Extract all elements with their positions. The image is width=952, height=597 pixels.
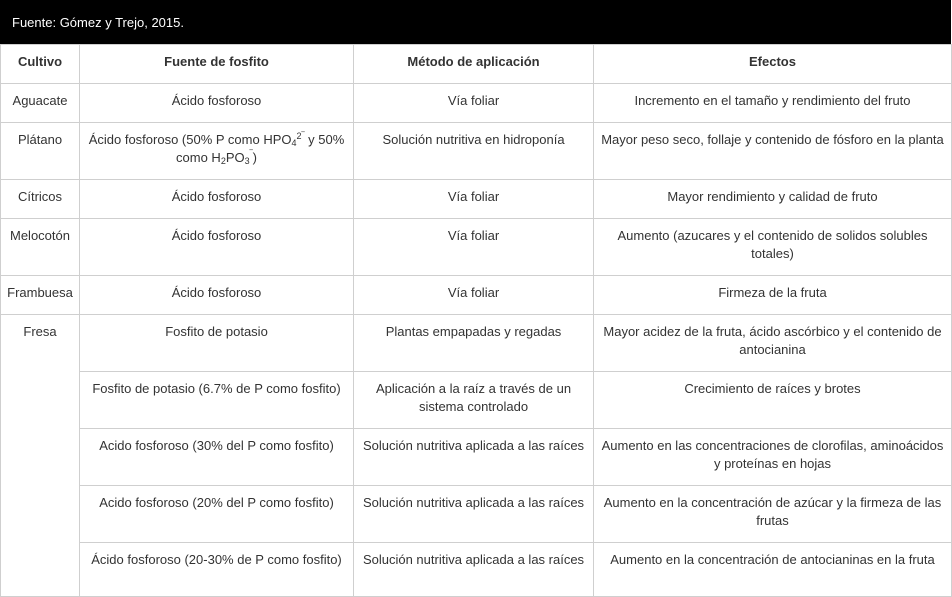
cell-efectos: Crecimiento de raíces y brotes xyxy=(594,372,952,429)
header-efectos: Efectos xyxy=(594,45,952,84)
fuente-text-c: PO xyxy=(225,150,245,165)
cell-fuente: Ácido fosforoso xyxy=(80,180,354,219)
fuente-text-d: ) xyxy=(252,150,257,165)
cell-metodo: Solución nutritiva aplicada a las raíces xyxy=(354,543,594,597)
cell-efectos: Aumento en la concentración de antocianinas en la fruta xyxy=(594,543,952,597)
cell-cultivo: Frambuesa xyxy=(1,276,80,315)
cell-metodo: Vía foliar xyxy=(354,276,594,315)
cell-metodo: Vía foliar xyxy=(354,180,594,219)
cell-fuente: Ácido fosforoso xyxy=(80,276,354,315)
subscript: 4 xyxy=(291,138,297,148)
cell-efectos: Mayor acidez de la fruta, ácido ascórbico y el contenido de antocianina xyxy=(594,315,952,372)
header-row xyxy=(1,45,952,84)
cell-fuente: Ácido fosforoso xyxy=(80,219,354,276)
phosphite-table xyxy=(0,44,952,597)
table-row xyxy=(1,486,952,543)
cell-cultivo: Aguacate xyxy=(1,84,80,123)
subscript: 2 xyxy=(220,156,226,166)
cell-cultivo: Plátano xyxy=(1,123,80,180)
header-metodo: Método de aplicación xyxy=(354,45,594,84)
superscript: ‾ xyxy=(249,149,253,159)
cell-fuente: Acido fosforoso (30% del P como fosfito) xyxy=(80,429,354,486)
cell-fuente: Fosfito de potasio xyxy=(80,315,354,372)
cell-efectos: Aumento (azucares y el contenido de solidos solubles totales) xyxy=(594,219,952,276)
cell-metodo: Vía foliar xyxy=(354,84,594,123)
cell-metodo: Aplicación a la raíz a través de un sistema controlado xyxy=(354,372,594,429)
cell-cultivo: Fresa xyxy=(1,315,80,597)
header-cultivo: Cultivo xyxy=(1,45,80,84)
cell-cultivo: Cítricos xyxy=(1,180,80,219)
table-row xyxy=(1,84,952,123)
header-fuente: Fuente de fosfito xyxy=(80,45,354,84)
table-caption: Fuente: Gómez y Trejo, 2015. xyxy=(0,0,951,44)
cell-efectos: Aumento en la concentración de azúcar y la firmeza de las frutas xyxy=(594,486,952,543)
cell-fuente: Ácido fosforoso (20-30% de P como fosfito) xyxy=(80,543,354,597)
cell-efectos: Firmeza de la fruta xyxy=(594,276,952,315)
superscript: 2‾ xyxy=(296,131,305,141)
table-row xyxy=(1,276,952,315)
cell-metodo: Solución nutritiva aplicada a las raíces xyxy=(354,486,594,543)
cell-cultivo: Melocotón xyxy=(1,219,80,276)
table-row xyxy=(1,315,952,372)
cell-metodo: Vía foliar xyxy=(354,219,594,276)
cell-fuente xyxy=(80,123,354,180)
cell-metodo: Plantas empapadas y regadas xyxy=(354,315,594,372)
cell-fuente: Ácido fosforoso xyxy=(80,84,354,123)
cell-metodo: Solución nutritiva en hidroponía xyxy=(354,123,594,180)
table-row xyxy=(1,180,952,219)
table-row xyxy=(1,372,952,429)
table-row xyxy=(1,429,952,486)
cell-metodo: Solución nutritiva aplicada a las raíces xyxy=(354,429,594,486)
cell-fuente: Acido fosforoso (20% del P como fosfito) xyxy=(80,486,354,543)
table-row xyxy=(1,219,952,276)
fuente-text-b: y 50% como H xyxy=(176,132,345,165)
cell-efectos: Mayor peso seco, follaje y contenido de fósforo en la planta xyxy=(594,123,952,180)
subscript: 3 xyxy=(244,156,250,166)
table-row xyxy=(1,123,952,180)
fuente-text-a: Ácido fosforoso (50% P como HPO xyxy=(88,132,292,147)
table-row xyxy=(1,543,952,597)
cell-fuente: Fosfito de potasio (6.7% de P como fosfito) xyxy=(80,372,354,429)
cell-efectos: Aumento en las concentraciones de clorofilas, aminoácidos y proteínas en hojas xyxy=(594,429,952,486)
cell-efectos: Mayor rendimiento y calidad de fruto xyxy=(594,180,952,219)
cell-efectos: Incremento en el tamaño y rendimiento del fruto xyxy=(594,84,952,123)
